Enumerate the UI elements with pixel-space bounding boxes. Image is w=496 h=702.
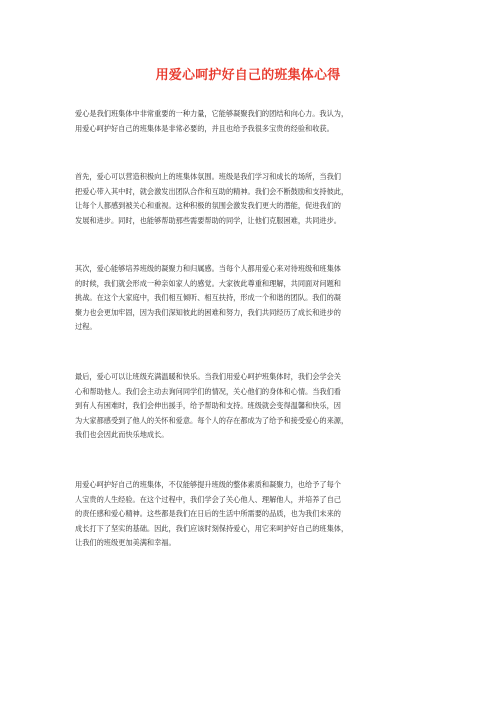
text-line: 的时候，我们就会形成一种亲如家人的感觉。大家彼此尊重和理解，共同面对问题和 xyxy=(75,278,341,288)
text-line: 爱心是我们班集体中非常重要的一种力量，它能够凝聚我们的团结和向心力。我认为， xyxy=(75,109,349,118)
paragraph-5 xyxy=(75,478,435,551)
text-line: 让我们的班级更加美满和幸福。 xyxy=(75,538,176,548)
paragraph-2 xyxy=(75,170,435,228)
text-line: 为大家都感受到了他人的关怀和爱意。每个人的存在都成为了给予和接受爱心的来源， xyxy=(75,415,349,425)
text-line: 把爱心带入其中时，就会激发出团队合作和互助的精神。我们会不断鼓励和支持彼此， xyxy=(75,186,349,196)
text-line: 心和帮助他人。我们会主动去询问同学们的情况，关心他们的身体和心情。当我们看 xyxy=(75,386,341,396)
text-line: 用爱心呵护好自己的班集体是非常必要的，并且也给予我很多宝贵的经验和收获。 xyxy=(75,123,334,133)
text-line: 最后，爱心可以让班级充满温暖和快乐。当我们用爱心呵护班集体时，我们会学会关 xyxy=(75,372,341,381)
text-line: 聚力也会更加牢固，因为我们深知彼此的困难和努力，我们共同经历了成长和进步的 xyxy=(75,307,341,317)
text-line: 让每个人都感到被关心和重视。这种积极的氛围会激发我们更大的潜能，促进我们的 xyxy=(75,201,341,211)
text-line: 发展和进步。同时，也能够帮助那些需要帮助的同学，让他们克服困难，共同进步。 xyxy=(75,215,341,225)
text-line: 挑战。在这个大家庭中，我们相互倾听、相互扶持，形成一个和谐的团队。我们的凝 xyxy=(75,293,341,303)
text-line: 的责任感和爱心精神。这些都是我们在日后的生活中所需要的品质，也为我们未来的 xyxy=(75,509,341,519)
text-line: 其次，爱心能够培养班级的凝聚力和归属感。当每个人都用爱心来对待班级和班集体 xyxy=(75,264,341,273)
paragraph-4 xyxy=(75,370,435,443)
text-line: 成长打下了坚实的基础。因此，我们应该时刻保持爱心，用它来呵护好自己的班集体， xyxy=(75,523,349,533)
text-line: 用爱心呵护好自己的班集体，不仅能够提升班级的整体素质和凝聚力，也给予了每个 xyxy=(75,480,341,489)
text-line: 过程。 xyxy=(75,322,97,332)
document-title: 用爱心呵护好自己的班集体心得 xyxy=(155,68,341,83)
text-line: 到有人有困难时，我们会伸出援手，给予帮助和支持。班级就会变得温馨和快乐，因 xyxy=(75,401,341,411)
text-line: 我们也会因此而快乐地成长。 xyxy=(75,430,169,440)
text-line: 人宝贵的人生经验。在这个过程中，我们学会了关心他人、理解他人，并培养了自己 xyxy=(75,494,341,504)
paragraph-1 xyxy=(75,107,435,136)
text-line: 首先，爱心可以营造积极向上的班集体氛围。班级是我们学习和成长的场所，当我们 xyxy=(75,172,341,181)
paragraph-3 xyxy=(75,262,435,335)
